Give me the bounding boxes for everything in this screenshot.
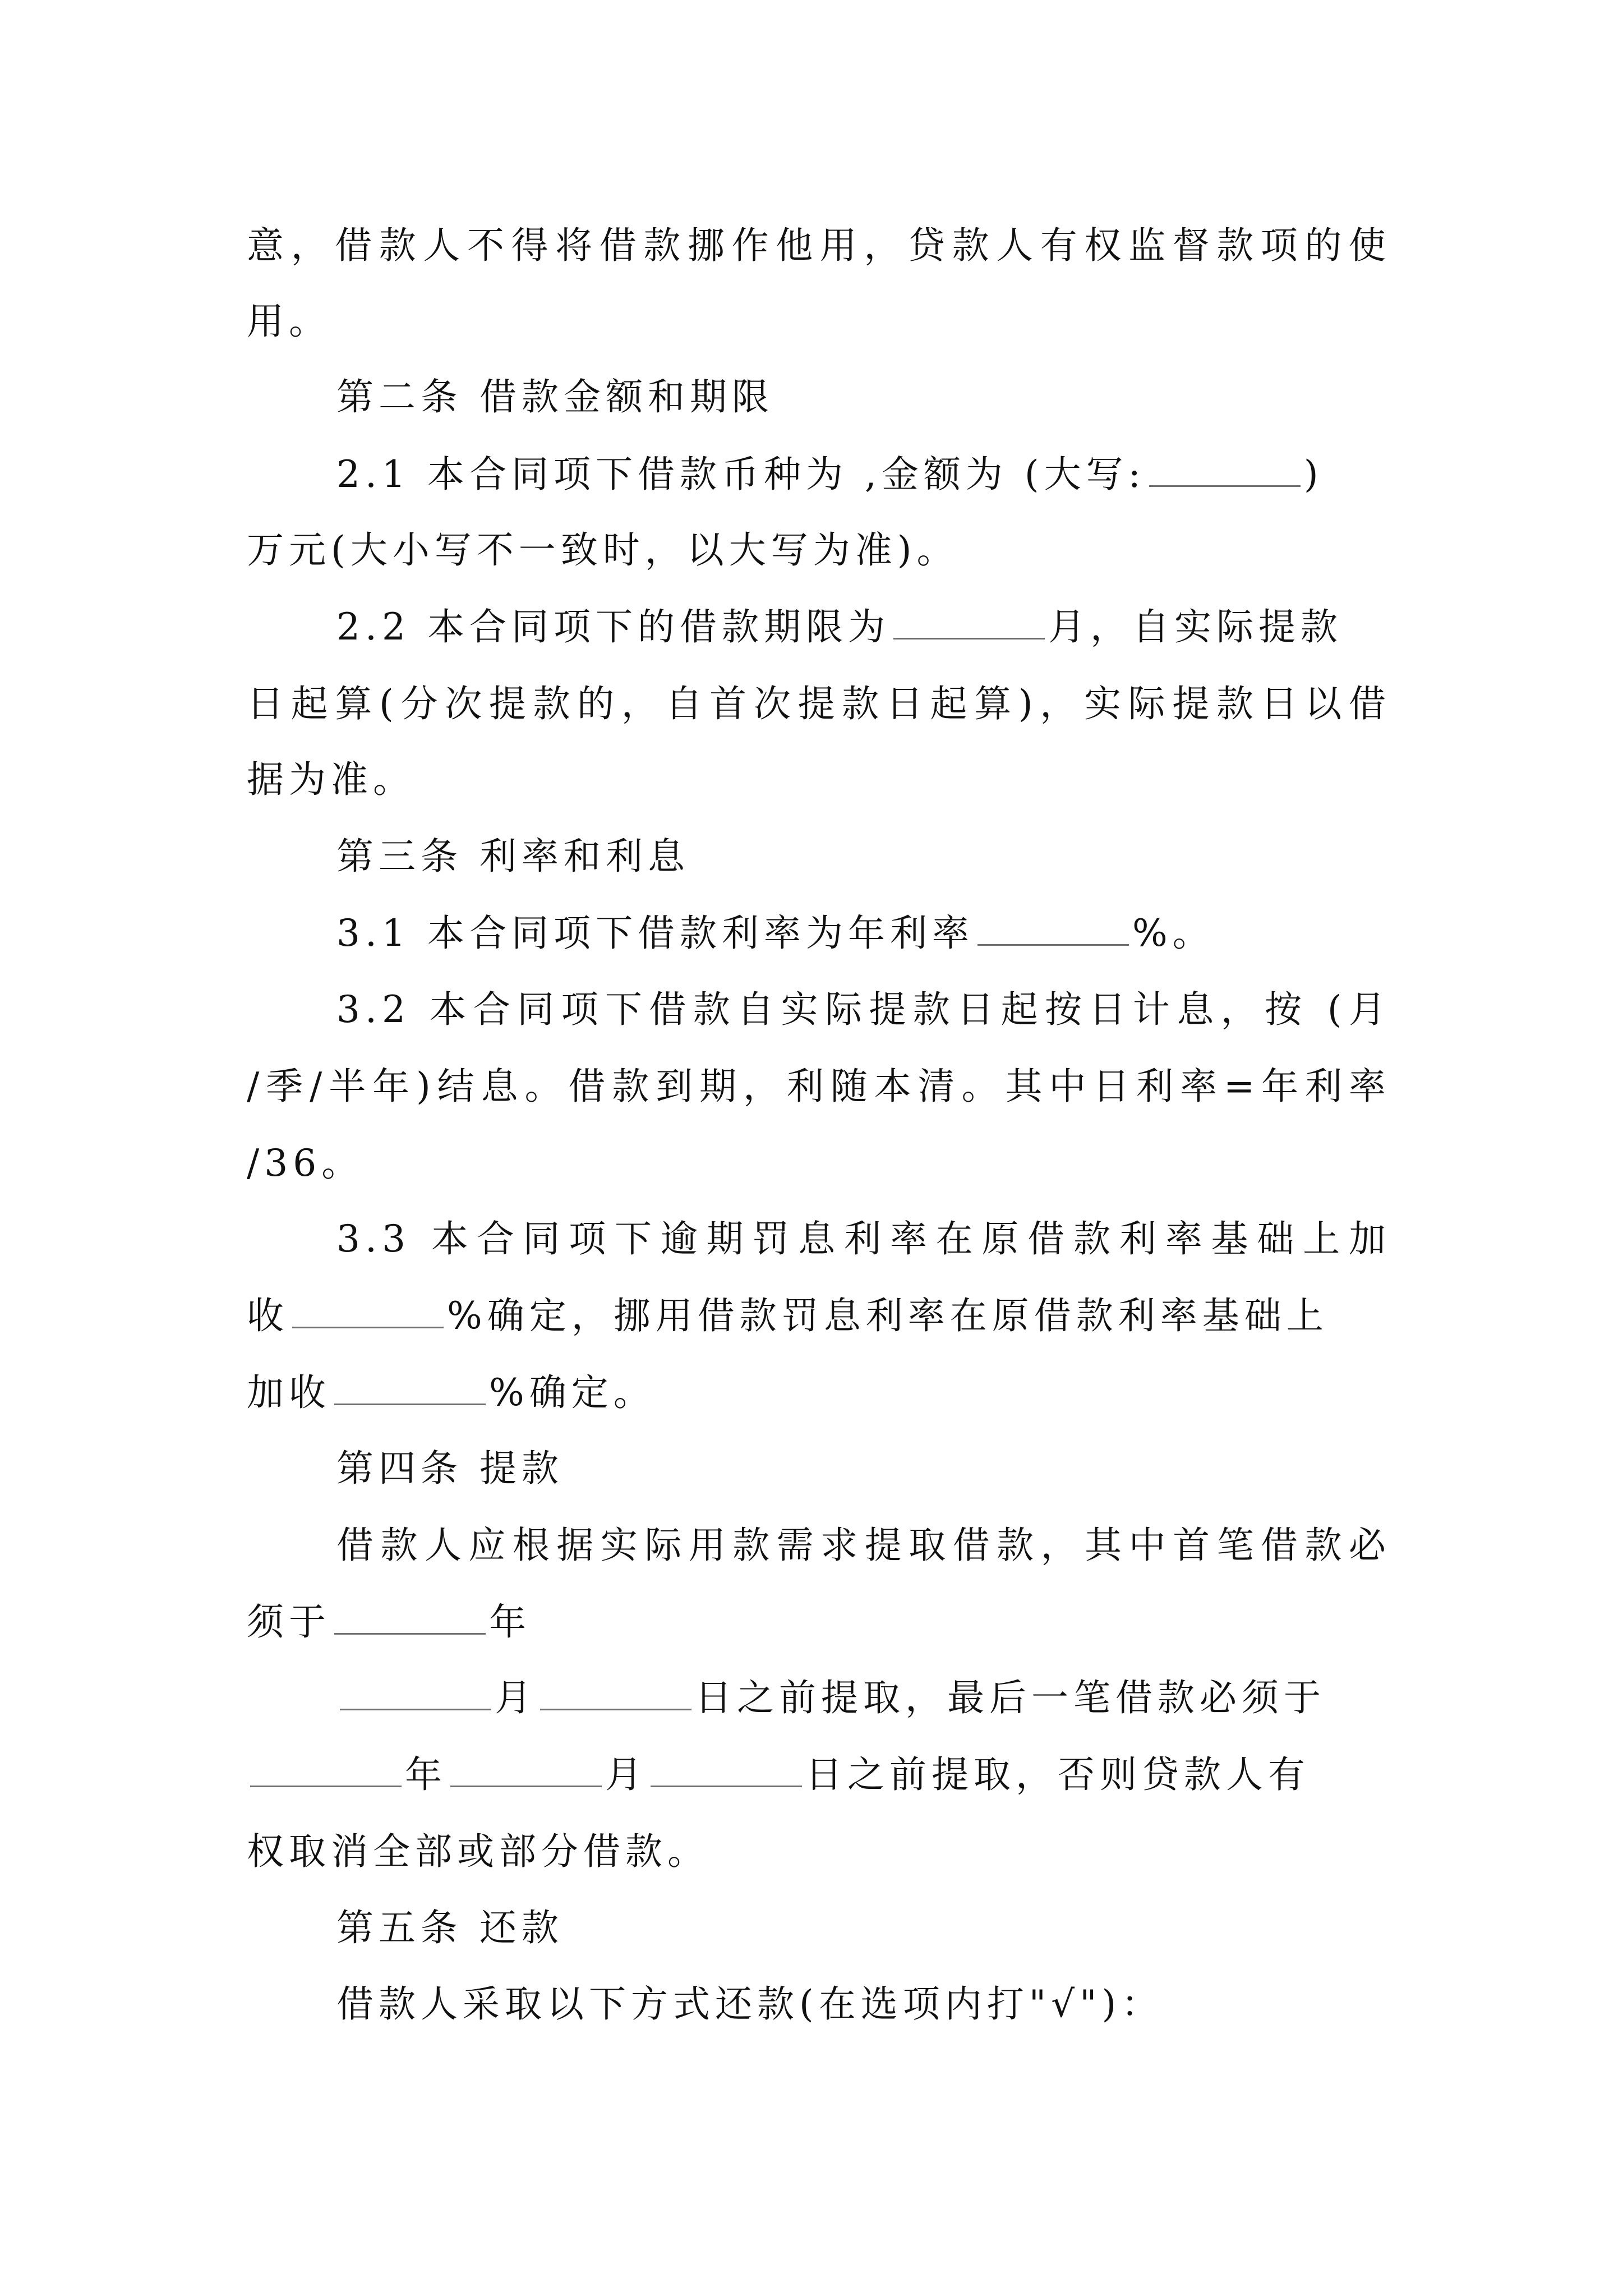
text-run: 年 xyxy=(405,1753,447,1796)
last-draw-year-blank xyxy=(250,1753,402,1787)
paragraph-line xyxy=(247,212,1391,279)
first-draw-month-blank xyxy=(340,1676,491,1710)
clause-3-3-line xyxy=(336,1205,1391,1273)
text-run: 3.3 本合同项下逾期罚息利率在原借款利率基础上加 xyxy=(336,1217,1391,1260)
heading-text: 第五条 还款 xyxy=(336,1906,564,1949)
text-run: /季/半年)结息。借款到期，利随本清。其中日利率=年利率 xyxy=(247,1065,1391,1108)
text-run: 日之前提取，最后一笔借款必须于 xyxy=(695,1676,1326,1719)
text-run: 借款人采取以下方式还款(在选项内打"√")： xyxy=(336,1982,1164,2026)
article-3-heading xyxy=(336,823,1391,890)
clause-3-2-line xyxy=(336,976,1391,1043)
paragraph-line xyxy=(336,1664,1391,1732)
text-run: %。 xyxy=(1132,912,1215,955)
paragraph-line xyxy=(247,1282,1391,1350)
text-run: 2.1 本合同项下借款币种为 ,金额为 (大写: xyxy=(336,453,1146,496)
text-run: /36。 xyxy=(247,1142,364,1185)
paragraph-line xyxy=(247,1818,1391,1885)
text-run: 收 xyxy=(247,1294,289,1337)
last-draw-month-blank xyxy=(450,1753,602,1787)
last-draw-day-blank xyxy=(651,1753,802,1787)
first-draw-year-blank xyxy=(334,1600,486,1635)
text-run: 万元(大小写不一致时，以大写为准)。 xyxy=(247,528,959,572)
text-run: 3.2 本合同项下借款自实际提款日起按日计息，按 (月 xyxy=(336,988,1391,1031)
text-run: 日之前提取，否则贷款人有 xyxy=(805,1753,1310,1796)
text-run: 月，自实际提款 xyxy=(1048,605,1343,648)
paragraph-line xyxy=(247,1130,1391,1197)
overdue-rate-blank xyxy=(292,1294,444,1328)
text-run: 须于 xyxy=(247,1600,331,1644)
clause-2-2-line xyxy=(336,593,1391,661)
paragraph-line xyxy=(247,746,1391,813)
text-run: 年 xyxy=(489,1600,531,1644)
article-5-heading xyxy=(336,1894,1391,1962)
term-months-blank xyxy=(893,605,1045,639)
paragraph-line xyxy=(247,517,1391,584)
text-run: 据为准。 xyxy=(247,758,415,801)
text-run: 意，借款人不得将借款挪作他用，贷款人有权监督款项的使 xyxy=(247,224,1391,267)
text-run: %确定，挪用借款罚息利率在原借款利率基础上 xyxy=(447,1294,1329,1337)
paragraph-line xyxy=(247,1053,1391,1120)
text-run: 加收 xyxy=(247,1371,331,1414)
heading-text: 第四条 提款 xyxy=(336,1447,564,1490)
text-run: 用。 xyxy=(247,300,331,343)
paragraph-line xyxy=(336,1971,1391,2038)
text-run: 借款人应根据实际用款需求提取借款，其中首笔借款必 xyxy=(336,1524,1391,1567)
text-run: 3.1 本合同项下借款利率为年利率 xyxy=(336,912,974,955)
annual-rate-blank xyxy=(978,912,1129,946)
clause-2-1-line xyxy=(336,441,1391,508)
misuse-rate-blank xyxy=(334,1371,486,1405)
text-run: ) xyxy=(1303,453,1324,496)
paragraph-line xyxy=(247,288,1391,355)
heading-text: 第二条 借款金额和期限 xyxy=(336,375,774,418)
article-2-heading xyxy=(336,364,1391,431)
first-draw-day-blank xyxy=(540,1676,691,1710)
paragraph-line xyxy=(247,1359,1391,1427)
text-run: 权取消全部或部分借款。 xyxy=(247,1830,709,1873)
clause-3-1-line xyxy=(336,900,1391,967)
paragraph-line xyxy=(247,670,1391,738)
paragraph-line xyxy=(336,1512,1391,1579)
paragraph-line xyxy=(247,1741,1391,1809)
article-4-heading xyxy=(336,1435,1391,1502)
text-run: 日起算(分次提款的，自首次提款日起算)，实际提款日以借 xyxy=(247,682,1391,725)
heading-text: 第三条 利率和利息 xyxy=(336,835,690,878)
text-run: 月 xyxy=(605,1753,647,1796)
amount-blank xyxy=(1149,453,1301,487)
text-run: 2.2 本合同项下的借款期限为 xyxy=(336,605,890,648)
text-run: 月 xyxy=(495,1676,537,1719)
paragraph-line xyxy=(247,1589,1391,1656)
text-run: %确定。 xyxy=(489,1371,656,1414)
